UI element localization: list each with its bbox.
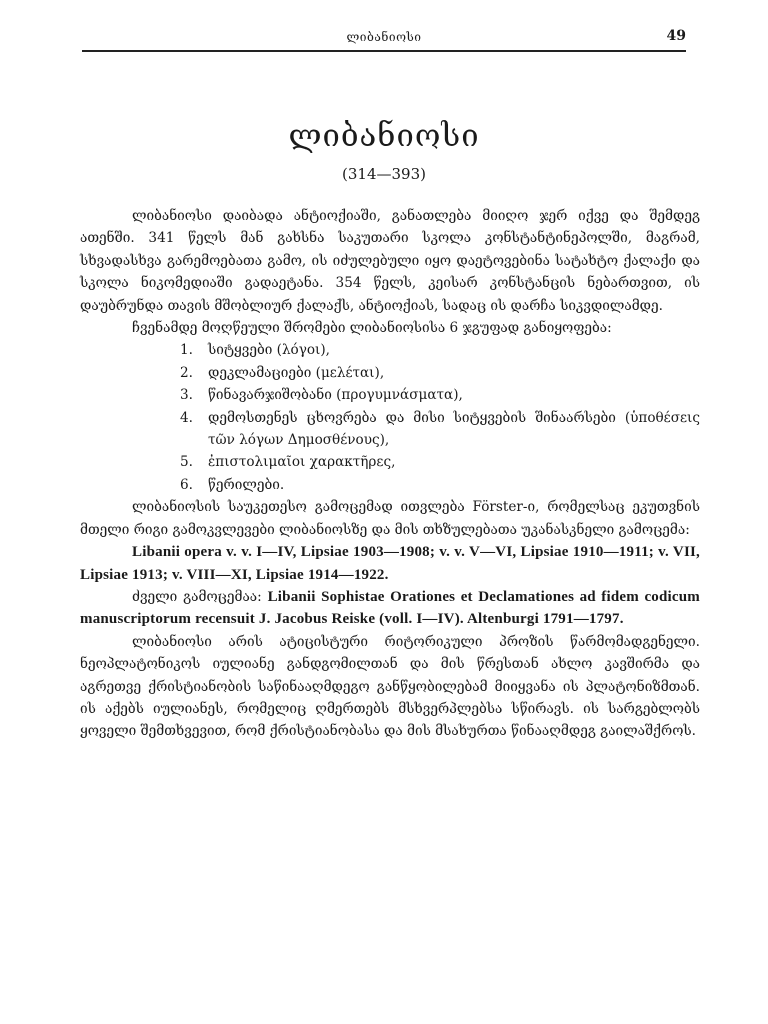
list-item-text: სიტყვები (λόγοι), [208,342,331,359]
list-item-text: წერილები. [208,476,285,493]
article-title: ლიბანიოსი [288,118,480,154]
list-item-number: 4. [180,409,193,426]
list-item [80,407,700,452]
page-number: 49 [666,28,686,44]
list-item [80,339,700,361]
list-item-number: 6. [180,476,193,493]
list-item [80,474,700,496]
paragraph-old-edition [80,586,700,631]
paragraph-biography: ლიბანიოსი დაიბადა ანტიოქიაში, განათლება მიიღო ჯერ იქვე და შემდეგ ათენში. 341 წელს მან გახსნა საკუთარი სკოლა კონსტანტინეპოლში, მაგრამ, სხვადასხვა გარემოებათა გამო, ის იძულებული იყო დაეტოვებინა სატახტო ქალაქი და სკოლა ნიკომედიაში გადაეტანა. 354 წელს, კეისარ კონსტანცის ნებართვით, ის დაუბრუნდა თავის მშობლიურ ქალაქს, ანტიოქიას, სადაც ის დარჩა სიკვდილამდე. [80,208,700,314]
list-item [80,384,700,406]
list-item [80,451,700,473]
running-title: ლიბანიოსი [346,30,422,44]
paragraph-works-intro: ჩვენამდე მოღწეული შრომები ლიბანიოსისა 6 ჯგუფად განიყოფება: [132,320,612,337]
list-item-text: დემოსთენეს ცხოვრება და მისი სიტყვების შინაარსები (ὑποθέσεις τῶν λόγων Δημοσθένους), [208,409,700,449]
paragraph-editions-intro: ლიბანიოსის საუკეთესო გამოცემად ითვლება Förster-ი, რომელსაც ეკუთვნის მთელი რიგი გამოკვლევები ლიბანიოსზე და მის თხზულებათა უკანასკნელი გამოცემა: [80,499,700,538]
running-head [82,28,686,52]
list-item-text: ἐπιστολιμαῖοι χαρακτῆρες, [208,454,396,471]
list-item-number: 1. [180,342,193,359]
paragraph-style: ლიბანიოსი არის ატიცისტური რიტორიკული პროზის წარმომადგენელი. ნეოპლატონიკოს იულიანე განდგომილთან და მის წრესთან ახლო კავშირმა და აგრეთვე ქრისტიანობის საწინააღმდეგო განწყობილებამ მიიყვანა ის პლატონიზმთან. ის აქებს იულიანეს, რომელიც ღმერთებს მსხვერპლებსა სწირავს. ის სარგებლობს ყოველი შემთხვევით, რომ ქრისტიანობასა და მის მსახურთა წინააღმდეგ გაილაშქროს. [80,633,700,740]
edition-citation: Libanii opera v. v. I—IV, Lipsiae 1903—1908; v. v. V—VI, Lipsiae 1910—1911; v. VII, Lipsiae 1913; v. VIII—XI, Lipsiae 1914—1922. [80,544,700,583]
works-list [80,339,700,496]
article-dates: (314—393) [342,165,426,183]
list-item-text: დეკლამაციები (μελέται), [208,364,385,381]
list-item-number: 3. [180,387,193,404]
old-edition-label: ძველი გამოცემაა: [132,588,262,605]
list-item [80,362,700,384]
list-item-number: 2. [180,364,193,381]
old-edition-citation: Libanii Sophistae Orationes et Declamationes ad fidem codicum manuscriptorum recensuit J. Jacobus Reiske (voll. I—IV). Altenburgi 1791—1797. [80,588,701,628]
list-item-number: 5. [180,454,193,471]
article-body [80,205,700,743]
list-item-text: წინავარჯიშობანი (προγυμνάσματα), [208,387,463,404]
